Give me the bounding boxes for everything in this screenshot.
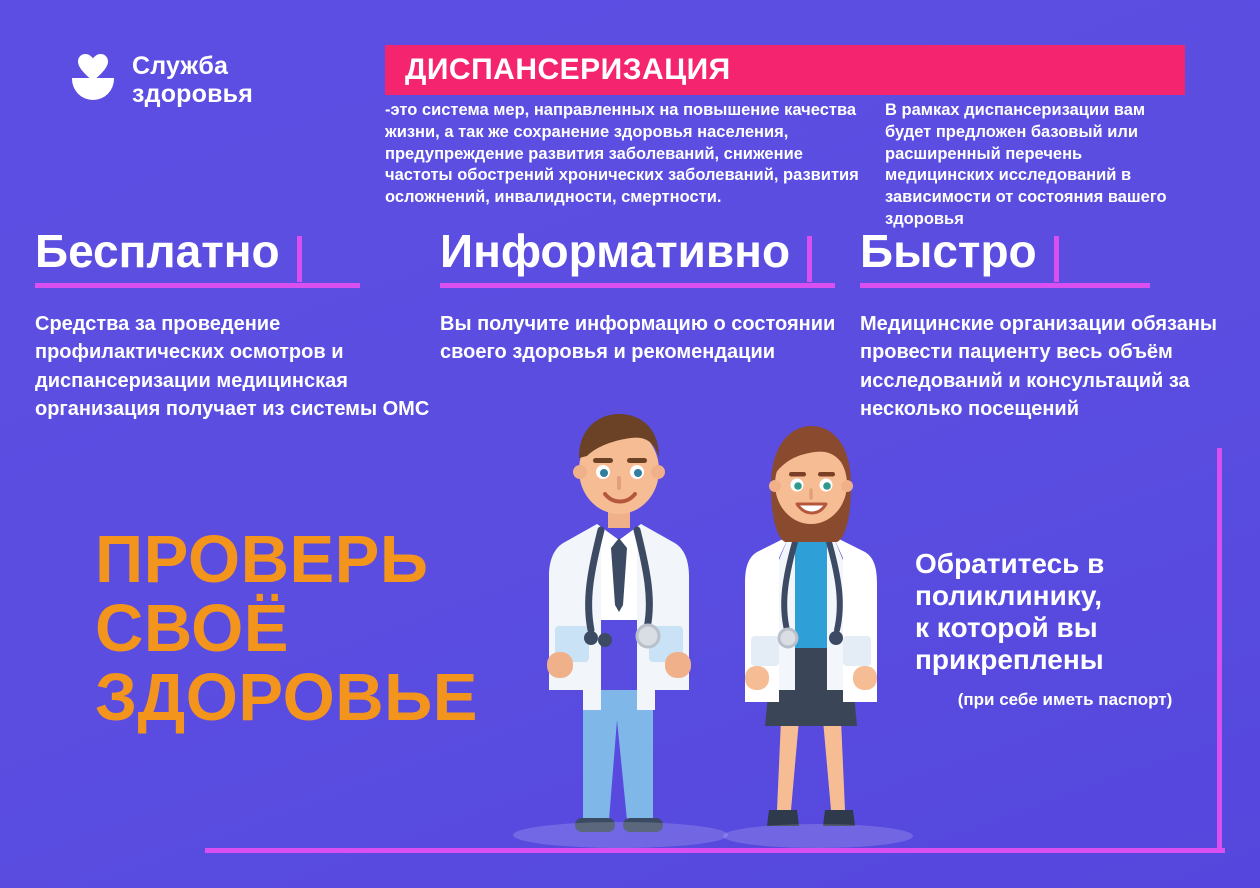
shadow-male xyxy=(513,822,728,848)
feature-free-heading: Бесплатно xyxy=(35,225,280,277)
feature-fast-text: Медицинские организации обязаны провести пациенту весь объём исследований и консультаций за несколько посещений xyxy=(860,313,1217,421)
shadow-female xyxy=(723,824,913,848)
callout-note: (при себе иметь паспорт) xyxy=(957,690,1173,709)
headline-line-3: ЗДОРОВЬЕ xyxy=(95,660,478,735)
callout-line-1: Обратитесь в xyxy=(915,548,1105,579)
intro-definition: -это система мер, направленных на повышение качества жизни, а так же сохранение здоровья населения, предупреждение развития заболеваний, снижение частоты обострений хронических заболеваний, развития осложнений, инвалидности, смертности. xyxy=(385,101,859,207)
logo-line-1: Служба xyxy=(132,52,229,80)
male-doctor xyxy=(547,414,691,832)
heart-in-cup-icon xyxy=(70,54,116,106)
feature-free-text: Средства за проведение профилактических осмотров и диспансеризации медицинская организация получает из системы ОМС xyxy=(35,313,430,421)
headline-line-1: ПРОВЕРЬ xyxy=(95,522,429,597)
feature-free-heading-wrap xyxy=(35,225,302,277)
logo xyxy=(70,52,253,108)
heading-underline xyxy=(35,283,360,288)
main-headline xyxy=(95,522,565,735)
female-doctor xyxy=(745,426,877,826)
feature-fast-heading: Быстро xyxy=(860,225,1037,277)
heading-underline xyxy=(440,283,835,288)
callout-line-2: поликлинику, xyxy=(915,579,1103,611)
feature-informative-heading: Информативно xyxy=(440,225,791,277)
title-banner xyxy=(385,45,1185,95)
headline-line-2: СВОЁ xyxy=(95,591,290,666)
callout-text xyxy=(915,548,1215,676)
heading-tick-decoration xyxy=(1054,236,1059,282)
heading-tick-decoration xyxy=(297,236,302,282)
heading-underline xyxy=(860,283,1150,288)
feature-informative-heading-wrap xyxy=(440,225,812,277)
two-doctors-illustration xyxy=(505,390,925,860)
frame-line-right xyxy=(1217,448,1222,853)
logo-line-2: здоровья xyxy=(132,80,254,108)
logo-text xyxy=(132,52,253,108)
feature-fast-heading-wrap xyxy=(860,225,1059,277)
feature-informative-text: Вы получите информацию о состоянии своего здоровья и рекомендации xyxy=(440,313,836,364)
callout-line-3: к которой вы xyxy=(915,611,1098,643)
page-title: ДИСПАНСЕРИЗАЦИЯ xyxy=(405,53,731,86)
feature-informative xyxy=(440,225,855,367)
heading-tick-decoration xyxy=(807,236,812,282)
callout-line-4: прикреплены xyxy=(915,643,1104,675)
intro-scope: В рамках диспансеризации вам будет предложен базовый или расширенный перечень медицинских исследований в зависимости от состояния вашего здоровья xyxy=(885,101,1167,228)
feature-free xyxy=(35,225,435,424)
